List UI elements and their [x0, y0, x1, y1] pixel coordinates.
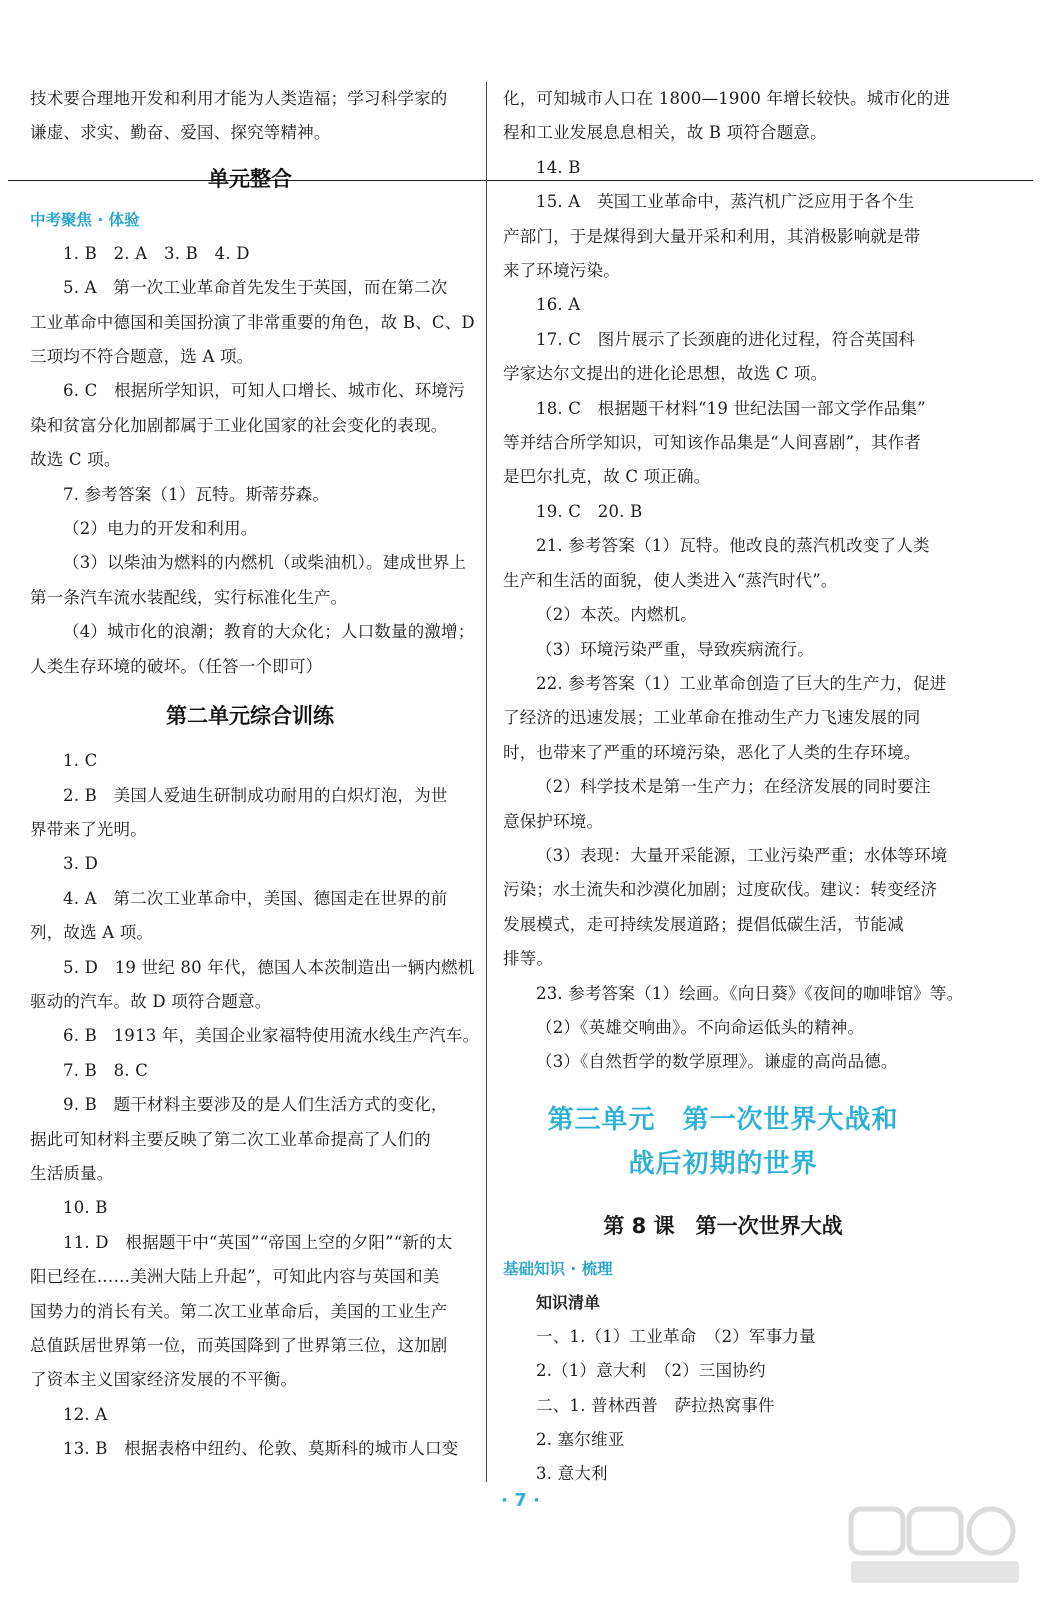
right-column — [503, 82, 964, 1492]
answer-line: 19. C 20. B — [536, 501, 643, 521]
answer-line: 据此可知材料主要反映了第二次工业革命提高了人们的 — [30, 1129, 431, 1149]
answer-line: 来了环境污染。 — [503, 261, 620, 281]
answer-line: 5. A 第一次工业革命首先发生于英国，而在第二次 — [63, 278, 448, 298]
answer-line: 1. C — [63, 751, 98, 771]
answer-line: 15. A 英国工业革命中，蒸汽机广泛应用于各个生 — [536, 192, 915, 212]
answers-block-unit — [30, 237, 475, 684]
answer-line: 16. A — [536, 295, 581, 315]
answer-line: 排等。 — [503, 949, 554, 969]
knowledge-list-item: 一、1.（1）工业革命 （2）军事力量 — [536, 1326, 816, 1346]
answer-line: （2）电力的开发和利用。 — [63, 519, 258, 539]
answer-line: 国势力的消长有关。第二次工业革命后，美国的工业生产 — [30, 1301, 448, 1321]
answer-line: 意保护环境。 — [503, 811, 604, 831]
knowledge-list-item: 2.（1）意大利 （2）三国协约 — [536, 1361, 766, 1381]
column-divider — [486, 82, 487, 1482]
answer-line: 驱动的汽车。故 D 项符合题意。 — [30, 991, 272, 1011]
knowledge-list-item: 2. 塞尔维亚 — [536, 1430, 625, 1449]
answer-line: 产部门，于是煤得到大量开采和利用，其消极影响就是带 — [503, 226, 921, 246]
answer-line: 12. A — [63, 1404, 108, 1424]
answer-line: 了资本主义国家经济发展的不平衡。 — [30, 1370, 298, 1390]
answer-line: 18. C 根据题干材料“19 世纪法国一部文学作品集” — [536, 398, 926, 418]
answer-line: 9. B 题干材料主要涉及的是人们生活方式的变化， — [63, 1095, 448, 1115]
answer-line: 10. B — [63, 1198, 108, 1218]
intro-line: 技术要合理地开发和利用才能为人类造福；学习科学家的 — [30, 89, 448, 108]
answer-line: 污染；水土流失和沙漠化加剧；过度砍伐。建议：转变经济 — [503, 880, 938, 900]
answer-line: （4）城市化的浪潮；教育的大众化；人口数量的激增； — [63, 622, 475, 642]
answer-line: 等并结合所学知识，可知该作品集是“人间喜剧”，其作者 — [503, 433, 922, 453]
answer-line: 发展模式，走可持续发展道路；提倡低碳生活，节能减 — [503, 914, 904, 934]
answer-line: 4. A 第二次工业革命中，美国、德国走在世界的前 — [63, 888, 448, 908]
watermark-logo — [845, 1505, 1025, 1587]
answer-line: 7. 参考答案（1）瓦特。斯蒂芬森。 — [63, 484, 330, 504]
answer-line: 3. D — [63, 854, 99, 874]
answer-line: 第一条汽车流水装配线，实行标准化生产。 — [30, 587, 348, 607]
answer-line: 界带来了光明。 — [30, 819, 147, 839]
unit3-title-line: 第三单元 第一次世界大战和 — [547, 1104, 899, 1135]
answer-line: 了经济的迅速发展；工业革命在推动生产力飞速发展的同 — [503, 708, 921, 728]
answer-line: 染和贫富分化加剧都属于工业化国家的社会变化的表现。 — [30, 415, 448, 435]
page-number: · 7 · — [501, 1490, 540, 1511]
answer-line: 11. D 根据题干中“英国”“帝国上空的夕阳”“新的太 — [63, 1232, 453, 1252]
tag-basic-knowledge: 基础知识 · 梳理 — [503, 1259, 613, 1278]
answer-line: 21. 参考答案（1）瓦特。他改良的蒸汽机改变了人类 — [536, 536, 930, 556]
answer-line: 总值跃居世界第一位，而英国降到了世界第三位，这加剧 — [30, 1336, 448, 1355]
answer-line: 三项均不符合题意，选 A 项。 — [30, 347, 254, 367]
answer-line: （2）本茨。内燃机。 — [536, 605, 697, 625]
answer-line: （2）《英雄交响曲》。不向命运低头的精神。 — [536, 1017, 865, 1037]
answer-line: 2. B 美国人爱迪生研制成功耐用的白炽灯泡，为世 — [63, 785, 448, 805]
answer-line: 1. B 2. A 3. B 4. D — [63, 243, 250, 263]
knowledge-list-heading: 知识清单 — [536, 1292, 601, 1312]
unit3-title-line: 战后初期的世界 — [628, 1148, 818, 1179]
answer-line: 是巴尔扎克，故 C 项正确。 — [503, 467, 711, 487]
section-title-unit2-training: 第二单元综合训练 — [166, 704, 334, 729]
answer-line: （3）《自然哲学的数学原理》。谦虚的高尚品德。 — [536, 1052, 898, 1072]
section-title-unit-integration: 单元整合 — [208, 166, 292, 191]
intro-line: 谦虚、求实、勤奋、爱国、探究等精神。 — [30, 123, 331, 143]
answer-line: 生活质量。 — [30, 1163, 114, 1183]
answer-line: 22. 参考答案（1）工业革命创造了巨大的生产力，促进 — [536, 673, 947, 693]
answer-line: 化，可知城市人口在 1800—1900 年增长较快。城市化的进 — [503, 89, 951, 108]
answer-line: 时，也带来了严重的环境污染，恶化了人类的生存环境。 — [503, 742, 921, 762]
knowledge-list-item: 二、1. 普林西普 萨拉热窝事件 — [536, 1395, 775, 1415]
tag-exam-focus: 中考聚焦 · 体验 — [30, 210, 140, 229]
answer-line: 生产和生活的面貌，使人类进入“蒸汽时代”。 — [503, 570, 838, 590]
answer-line: 7. B 8. C — [63, 1060, 149, 1080]
answer-line: （3）环境污染严重，导致疾病流行。 — [536, 639, 814, 659]
lesson-title: 第 8 课 第一次世界大战 — [603, 1213, 843, 1238]
answer-line: 列，故选 A 项。 — [30, 923, 154, 943]
answer-line: 故选 C 项。 — [30, 450, 121, 470]
answer-line: （3）表现：大量开采能源，工业污染严重；水体等环境 — [536, 845, 948, 865]
answer-line: 17. C 图片展示了长颈鹿的进化过程，符合英国科 — [536, 329, 916, 349]
answer-line: （3）以柴油为燃料的内燃机（或柴油机）。建成世界上 — [63, 553, 467, 573]
unit3-title — [503, 1080, 943, 1186]
answer-line: 程和工业发展息息相关，故 B 项符合题意。 — [503, 123, 827, 143]
answers-block-right — [503, 82, 964, 1080]
answer-line: 5. D 19 世纪 80 年代，德国人本茨制造出一辆内燃机 — [63, 957, 475, 977]
answer-line: 6. B 1913 年，美国企业家福特使用流水线生产汽车。 — [63, 1026, 480, 1046]
knowledge-list-item: 3. 意大利 — [536, 1464, 608, 1484]
answer-line: 6. C 根据所学知识，可知人口增长、城市化、环境污 — [63, 381, 465, 401]
answer-line: 阳已经在……美洲大陆上升起”，可知此内容与英国和美 — [30, 1267, 440, 1287]
left-column — [30, 82, 480, 1467]
answer-line: （2）科学技术是第一生产力；在经济发展的同时要注 — [536, 777, 931, 797]
answer-line: 23. 参考答案（1）绘画。《向日葵》《夜间的咖啡馆》等。 — [536, 983, 964, 1003]
answer-line: 人类生存环境的破坏。（任答一个即可） — [30, 656, 323, 676]
answer-line: 14. B — [536, 157, 581, 177]
answer-line: 13. B 根据表格中纽约、伦敦、莫斯科的城市人口变 — [63, 1439, 459, 1459]
knowledge-list — [503, 1320, 943, 1492]
answers-block-unit2 — [30, 744, 480, 1467]
answer-line: 工业革命中德国和美国扮演了非常重要的角色，故 B、C、D — [30, 312, 475, 332]
answer-line: 学家达尔文提出的进化论思想，故选 C 项。 — [503, 364, 828, 384]
intro-text — [30, 82, 470, 151]
